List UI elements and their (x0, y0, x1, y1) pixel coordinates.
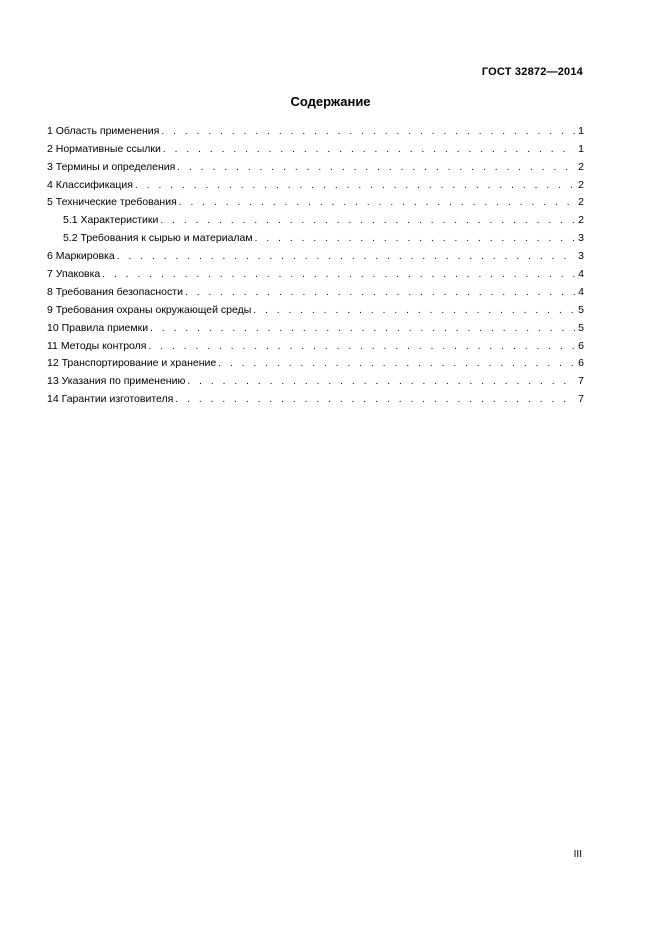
toc-entry[interactable] (47, 245, 584, 263)
toc-entry-page: 2 (578, 196, 584, 209)
toc-entry-title: 5.1 Характеристики (63, 214, 159, 227)
toc-entry-title: 5.2 Требования к сырью и материалам (63, 232, 253, 245)
toc-leader-dots (100, 268, 575, 281)
toc-entry-page: 1 (578, 142, 584, 155)
toc-entry-page: 6 (578, 339, 584, 352)
toc-entry[interactable] (47, 192, 584, 210)
toc-leader-dots (158, 214, 575, 227)
toc-entry-page: 4 (578, 285, 584, 298)
table-of-contents (47, 120, 584, 406)
toc-entry-page: 4 (578, 268, 584, 281)
toc-leader-dots (216, 357, 575, 370)
toc-entry[interactable] (47, 174, 584, 192)
toc-entry-page: 1 (578, 124, 584, 137)
toc-entry-title: 10 Правила приемки (47, 321, 149, 334)
document-code: ГОСТ 32872—2014 (481, 66, 583, 78)
toc-title: Содержание (290, 94, 371, 109)
toc-entry-title: 14 Гарантии изготовителя (47, 393, 174, 406)
toc-entry-page: 5 (578, 303, 584, 316)
toc-entry-title: 12 Транспортирование и хранение (47, 357, 217, 370)
toc-entry[interactable] (47, 209, 584, 227)
toc-entry-title: 7 Упаковка (47, 268, 101, 281)
toc-leader-dots (146, 340, 575, 353)
toc-leader-dots (177, 196, 575, 209)
toc-entry-page: 2 (578, 214, 584, 227)
toc-entry[interactable] (47, 317, 584, 335)
toc-entry-page: 7 (578, 375, 584, 388)
toc-entry-title: 9 Требования охраны окружающей среды (47, 303, 252, 316)
toc-leader-dots (133, 179, 575, 192)
toc-entry[interactable] (47, 227, 584, 245)
toc-entry-page: 2 (578, 160, 584, 173)
toc-entry-title: 4 Классификация (47, 178, 133, 191)
toc-entry[interactable] (47, 335, 584, 353)
toc-entry-title: 3 Термины и определения (47, 160, 176, 173)
toc-entry-page: 5 (578, 321, 584, 334)
toc-entry-title: 13 Указания по применению (47, 375, 186, 388)
toc-leader-dots (185, 375, 575, 388)
toc-leader-dots (173, 393, 575, 406)
toc-entry[interactable] (47, 263, 584, 281)
toc-leader-dots (148, 322, 575, 335)
toc-leader-dots (175, 161, 575, 174)
toc-entry[interactable] (47, 138, 584, 156)
toc-leader-dots (159, 125, 575, 138)
toc-entry[interactable] (47, 370, 584, 388)
toc-entry-title: 2 Нормативные ссылки (47, 142, 161, 155)
toc-entry-page: 6 (578, 357, 584, 370)
toc-leader-dots (253, 232, 576, 245)
toc-entry-title: 5 Технические требования (47, 196, 177, 209)
toc-entry[interactable] (47, 156, 584, 174)
toc-entry[interactable] (47, 388, 584, 406)
toc-entry-title: 6 Маркировка (47, 250, 115, 263)
toc-entry-page: 3 (578, 232, 584, 245)
toc-entry-title: 11 Методы контроля (47, 339, 147, 352)
toc-leader-dots (161, 143, 575, 156)
toc-entry-page: 2 (578, 178, 584, 191)
toc-leader-dots (251, 304, 575, 317)
toc-entry-title: 8 Требования безопасности (47, 285, 183, 298)
toc-entry[interactable] (47, 299, 584, 317)
toc-entry-page: 3 (578, 250, 584, 263)
toc-entry[interactable] (47, 353, 584, 371)
toc-entry-page: 7 (578, 393, 584, 406)
page-number: III (573, 849, 582, 860)
toc-leader-dots (183, 286, 575, 299)
toc-entry[interactable] (47, 281, 584, 299)
toc-leader-dots (115, 250, 575, 263)
toc-entry[interactable] (47, 120, 584, 138)
toc-entry-title: 1 Область применения (47, 124, 160, 137)
